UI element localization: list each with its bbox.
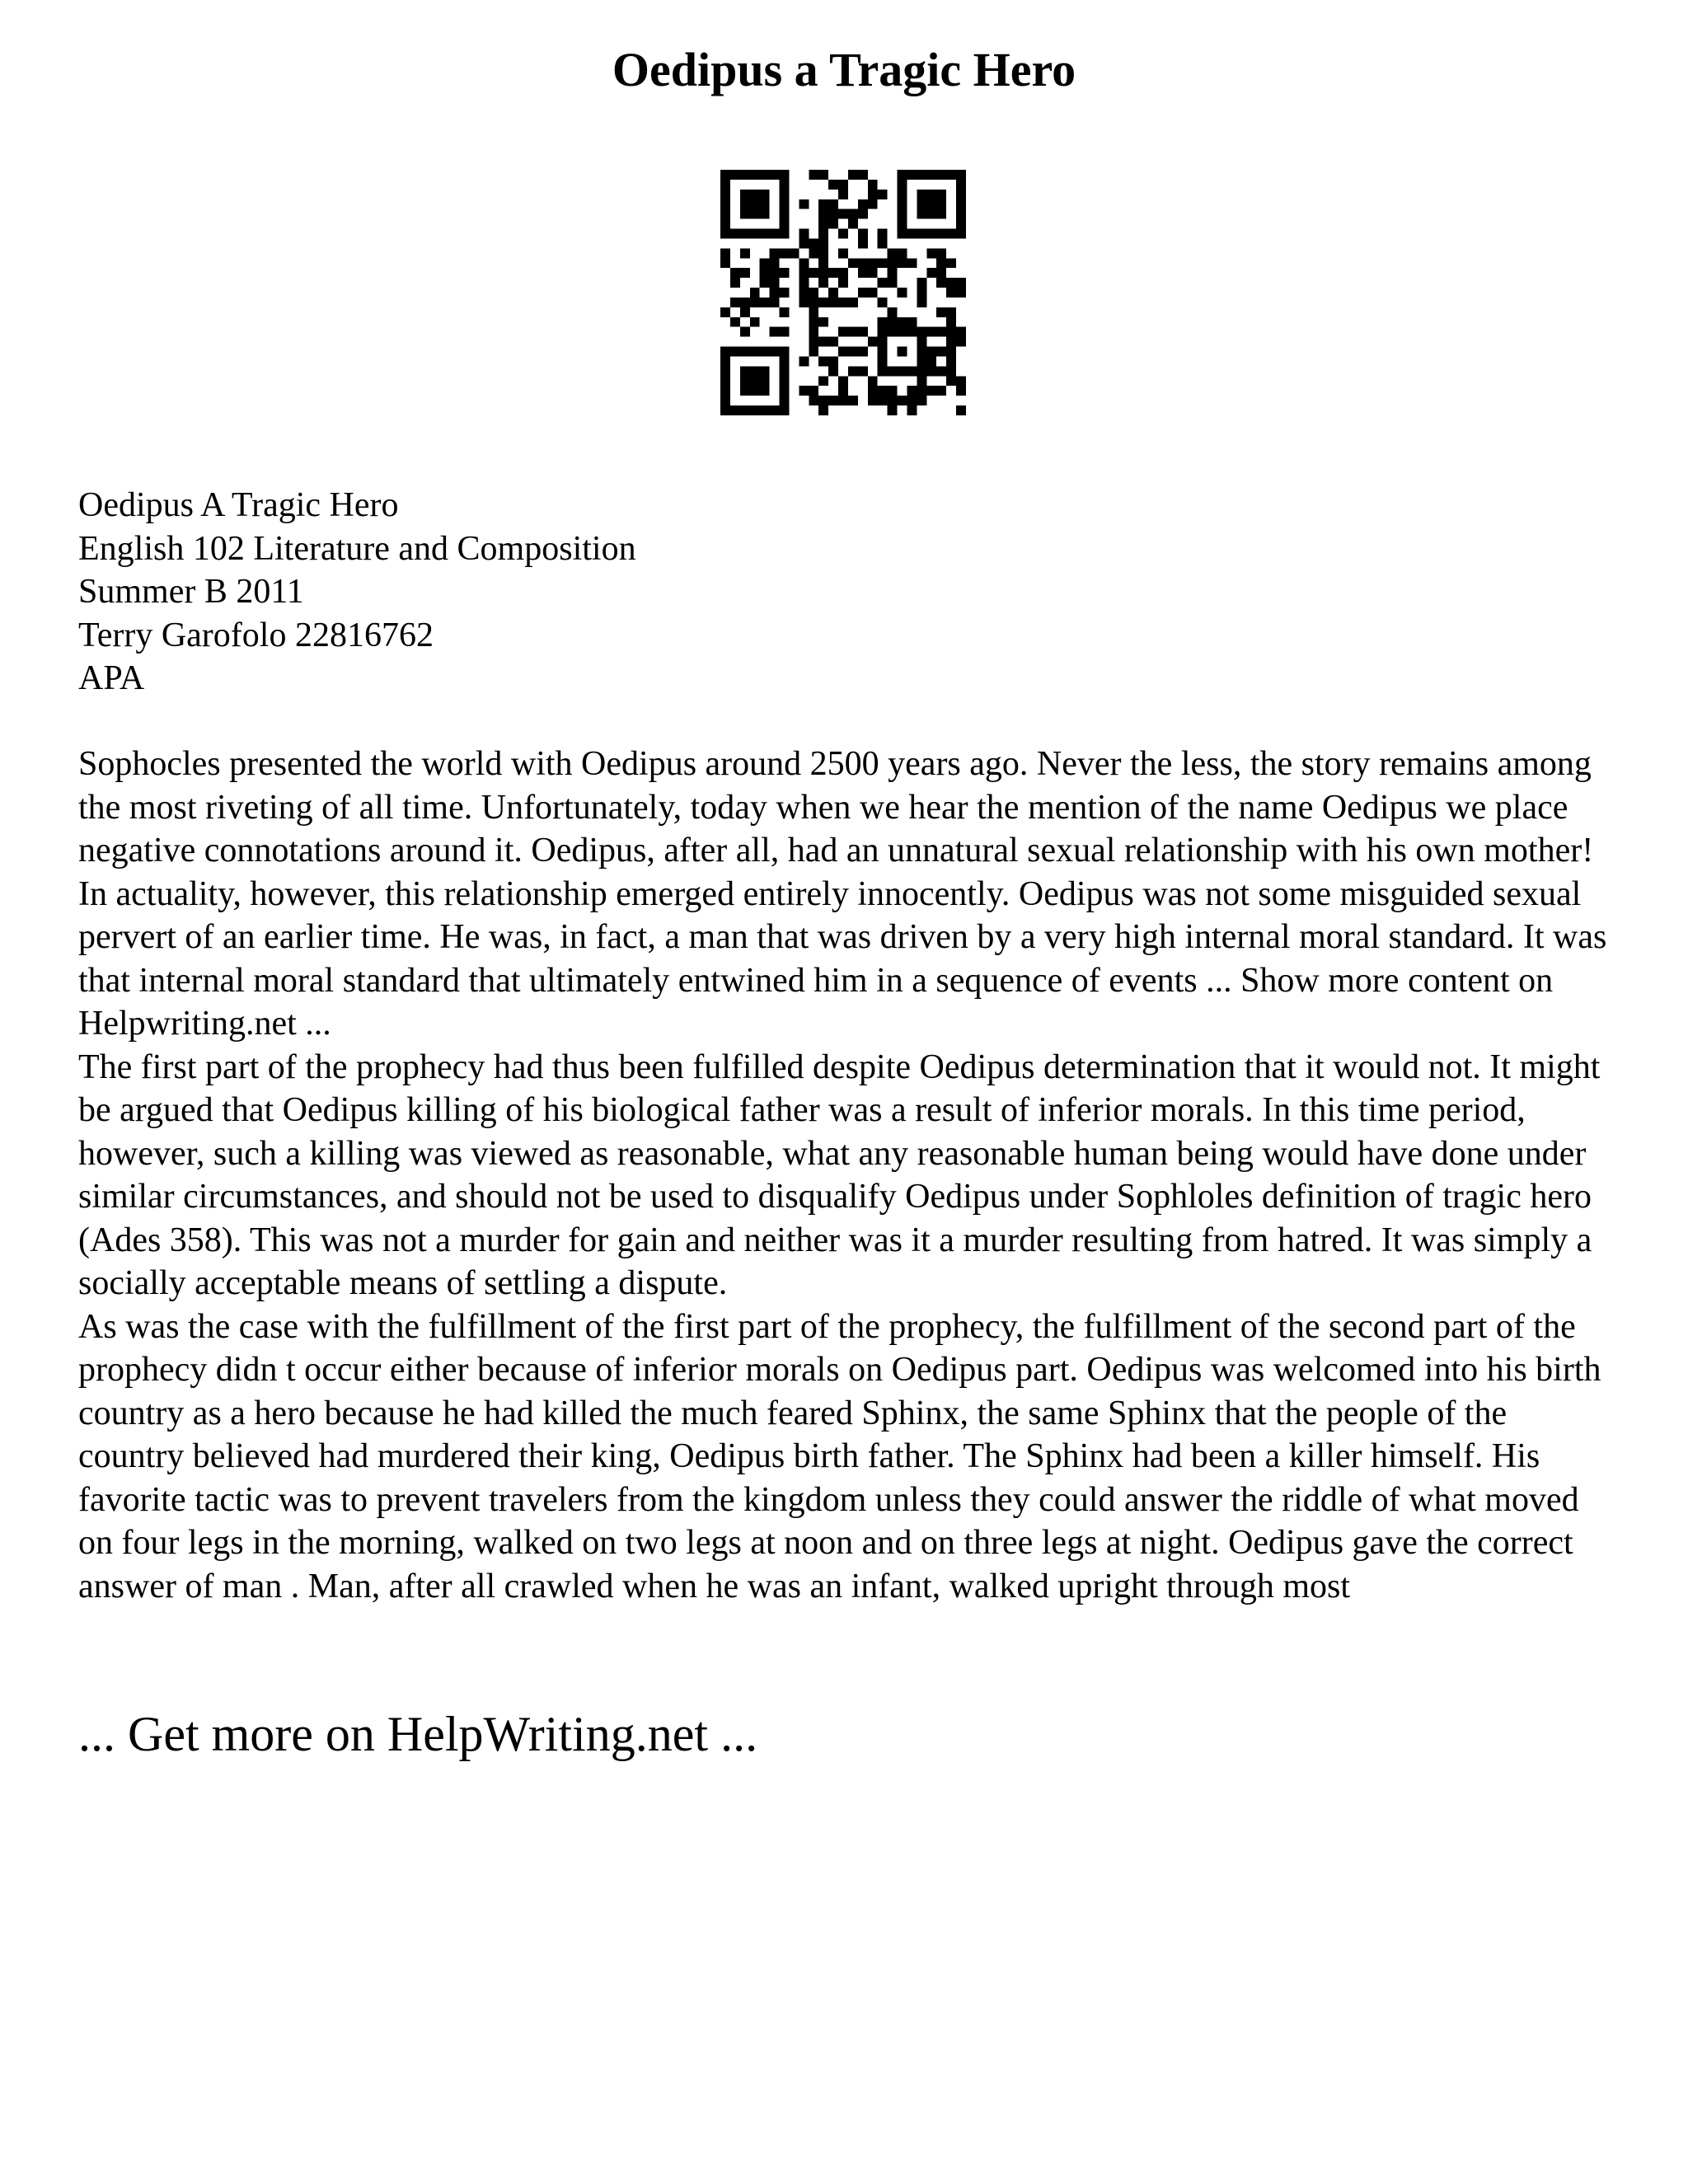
document-header: [78, 484, 1611, 701]
header-title-line: Oedipus A Tragic Hero: [78, 486, 399, 524]
paragraph: As was the case with the fulfillment of the first part of the prophecy, the fulfillment of the second part of the prophecy didn t occur either because of inferior morals on Oedipus part. Oedipus was welcomed into his birth country as a hero because he had killed the much feared Sphinx, the same Sphinx that the people of the country believed had murdered their king, Oedipus birth father. The Sphinx had been a killer himself. His favorite tactic was to prevent travelers from the kingdom unless they could answer the riddle of what moved on four legs in the morning, walked on two legs at noon and on three legs at night. Oedipus gave the correct answer of man . Man, after all crawled when he was an infant, walked upright through most: [78, 1307, 1601, 1605]
header-style-line: APA: [78, 659, 145, 697]
essay-body: [78, 743, 1607, 1608]
document-title: Oedipus a Tragic Hero: [612, 43, 1076, 96]
qr-code-icon[interactable]: [720, 170, 966, 415]
paragraph: Sophocles presented the world with Oedipus around 2500 years ago. Never the less, the story remains among the most riveting of all time. Unfortunately, today when we hear the mention of the name Oedipus we place negative connotations around it. Oedipus, after all, had an unnatural sexual relationship with his own mother! In actuality, however, this relationship emerged entirely innocently. Oedipus was not some misguided sexual pervert of an earlier time. He was, in fact, a man that was driven by a very high internal moral standard. It was that internal moral standard that ultimately entwined him in a sequence of events ... Show more content on Helpwriting.net ...: [78, 745, 1607, 1043]
get-more-link[interactable]: ... Get more on HelpWriting.net ...: [78, 1707, 758, 1761]
qr-code-graphic: [720, 170, 966, 415]
header-course-line: English 102 Literature and Composition: [78, 529, 636, 568]
header-author-line: Terry Garofolo 22816762: [78, 616, 434, 654]
header-term-line: Summer B 2011: [78, 573, 304, 611]
paragraph: The first part of the prophecy had thus been fulfilled despite Oedipus determination that it would not. It might be argued that Oedipus killing of his biological father was a result of inferior morals. In this time period, however, such a killing was viewed as reasonable, what any reasonable human being would have done under similar circumstances, and should not be used to disqualify Oedipus under Sophloles definition of tragic hero (Ades 358). This was not a murder for gain and neither was it a murder resulting from hatred. It was simply a socially acceptable means of settling a dispute.: [78, 1047, 1601, 1302]
